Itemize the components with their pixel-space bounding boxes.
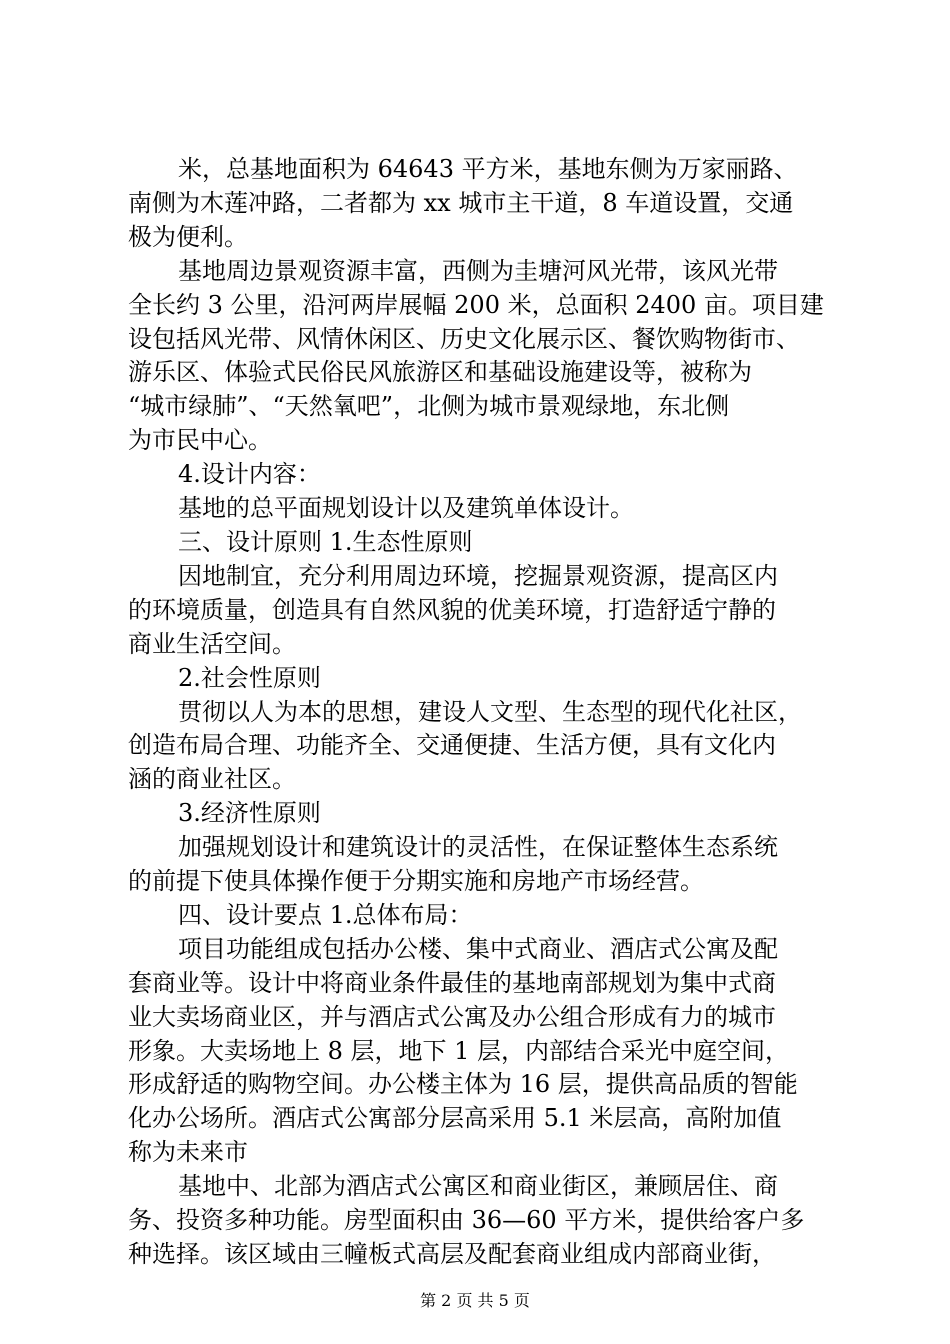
body-line: 创造布局合理、功能齐全、交通便捷、生活方便，具有文化内 bbox=[128, 731, 776, 759]
body-line: 基地中、北部为酒店式公寓区和商业街区，兼顾居住、商 bbox=[178, 1172, 778, 1200]
section-heading: 4.设计内容： bbox=[178, 460, 321, 488]
body-line: 基地的总平面规划设计以及建筑单体设计。 bbox=[178, 494, 634, 522]
body-line: 米，总基地面积为 64643 平方米，基地东侧为万家丽路、 bbox=[178, 155, 798, 183]
body-line: 化办公场所。酒店式公寓部分层高采用 5.1 米层高，高附加值 bbox=[128, 1104, 782, 1132]
body-line: 加强规划设计和建筑设计的灵活性，在保证整体生态系统 bbox=[178, 833, 778, 861]
body-line: 为市民中心。 bbox=[128, 426, 272, 454]
body-line: 涵的商业社区。 bbox=[128, 765, 296, 793]
body-line: 设包括风光带、风情休闲区、历史文化展示区、餐饮购物街市、 bbox=[128, 325, 800, 353]
body-line: 基地周边景观资源丰富，西侧为圭塘河风光带，该风光带 bbox=[178, 257, 778, 285]
body-line: 种选择。该区域由三幢板式高层及配套商业组成内部商业街， bbox=[128, 1240, 776, 1268]
body-line: 极为便利。 bbox=[128, 223, 248, 251]
section-heading: 3.经济性原则 bbox=[178, 799, 321, 827]
body-line: 务、投资多种功能。房型面积由 36—60 平方米，提供给客户多 bbox=[128, 1206, 805, 1234]
body-line: 游乐区、体验式民俗民风旅游区和基础设施建设等，被称为 bbox=[128, 358, 752, 386]
page-footer: 第 2 页 共 5 页 bbox=[420, 1291, 530, 1310]
body-line: 因地制宜，充分利用周边环境，挖掘景观资源，提高区内 bbox=[178, 562, 778, 590]
body-line: 称为未来市 bbox=[128, 1138, 248, 1166]
body-line: 全长约 3 公里，沿河两岸展幅 200 米，总面积 2400 亩。项目建 bbox=[128, 291, 824, 319]
body-line: “城市绿肺”、“天然氧吧”，北侧为城市景观绿地，东北侧 bbox=[128, 392, 730, 420]
body-line: 南侧为木莲冲路，二者都为 xx 城市主干道，8 车道设置，交通 bbox=[128, 189, 794, 217]
body-line: 的前提下使具体操作便于分期实施和房地产市场经营。 bbox=[128, 867, 704, 895]
body-line: 套商业等。设计中将商业条件最佳的基地南部规划为集中式商 bbox=[128, 969, 776, 997]
body-line: 项目功能组成包括办公楼、集中式商业、酒店式公寓及配 bbox=[178, 935, 778, 963]
body-line: 形成舒适的购物空间。办公楼主体为 16 层，提供高品质的智能 bbox=[128, 1070, 798, 1098]
section-heading: 四、设计要点 1.总体布局： bbox=[178, 901, 473, 929]
body-line: 业大卖场商业区，并与酒店式公寓及办公组合形成有力的城市 bbox=[128, 1003, 776, 1031]
body-line: 的环境质量，创造具有自然风貌的优美环境，打造舒适宁静的 bbox=[128, 596, 776, 624]
body-line: 贯彻以人为本的思想，建设人文型、生态型的现代化社区， bbox=[178, 698, 802, 726]
section-heading: 三、设计原则 1.生态性原则 bbox=[178, 528, 473, 556]
section-heading: 2.社会性原则 bbox=[178, 664, 321, 692]
body-line: 商业生活空间。 bbox=[128, 630, 296, 658]
body-line: 形象。大卖场地上 8 层，地下 1 层，内部结合采光中庭空间， bbox=[128, 1037, 790, 1065]
